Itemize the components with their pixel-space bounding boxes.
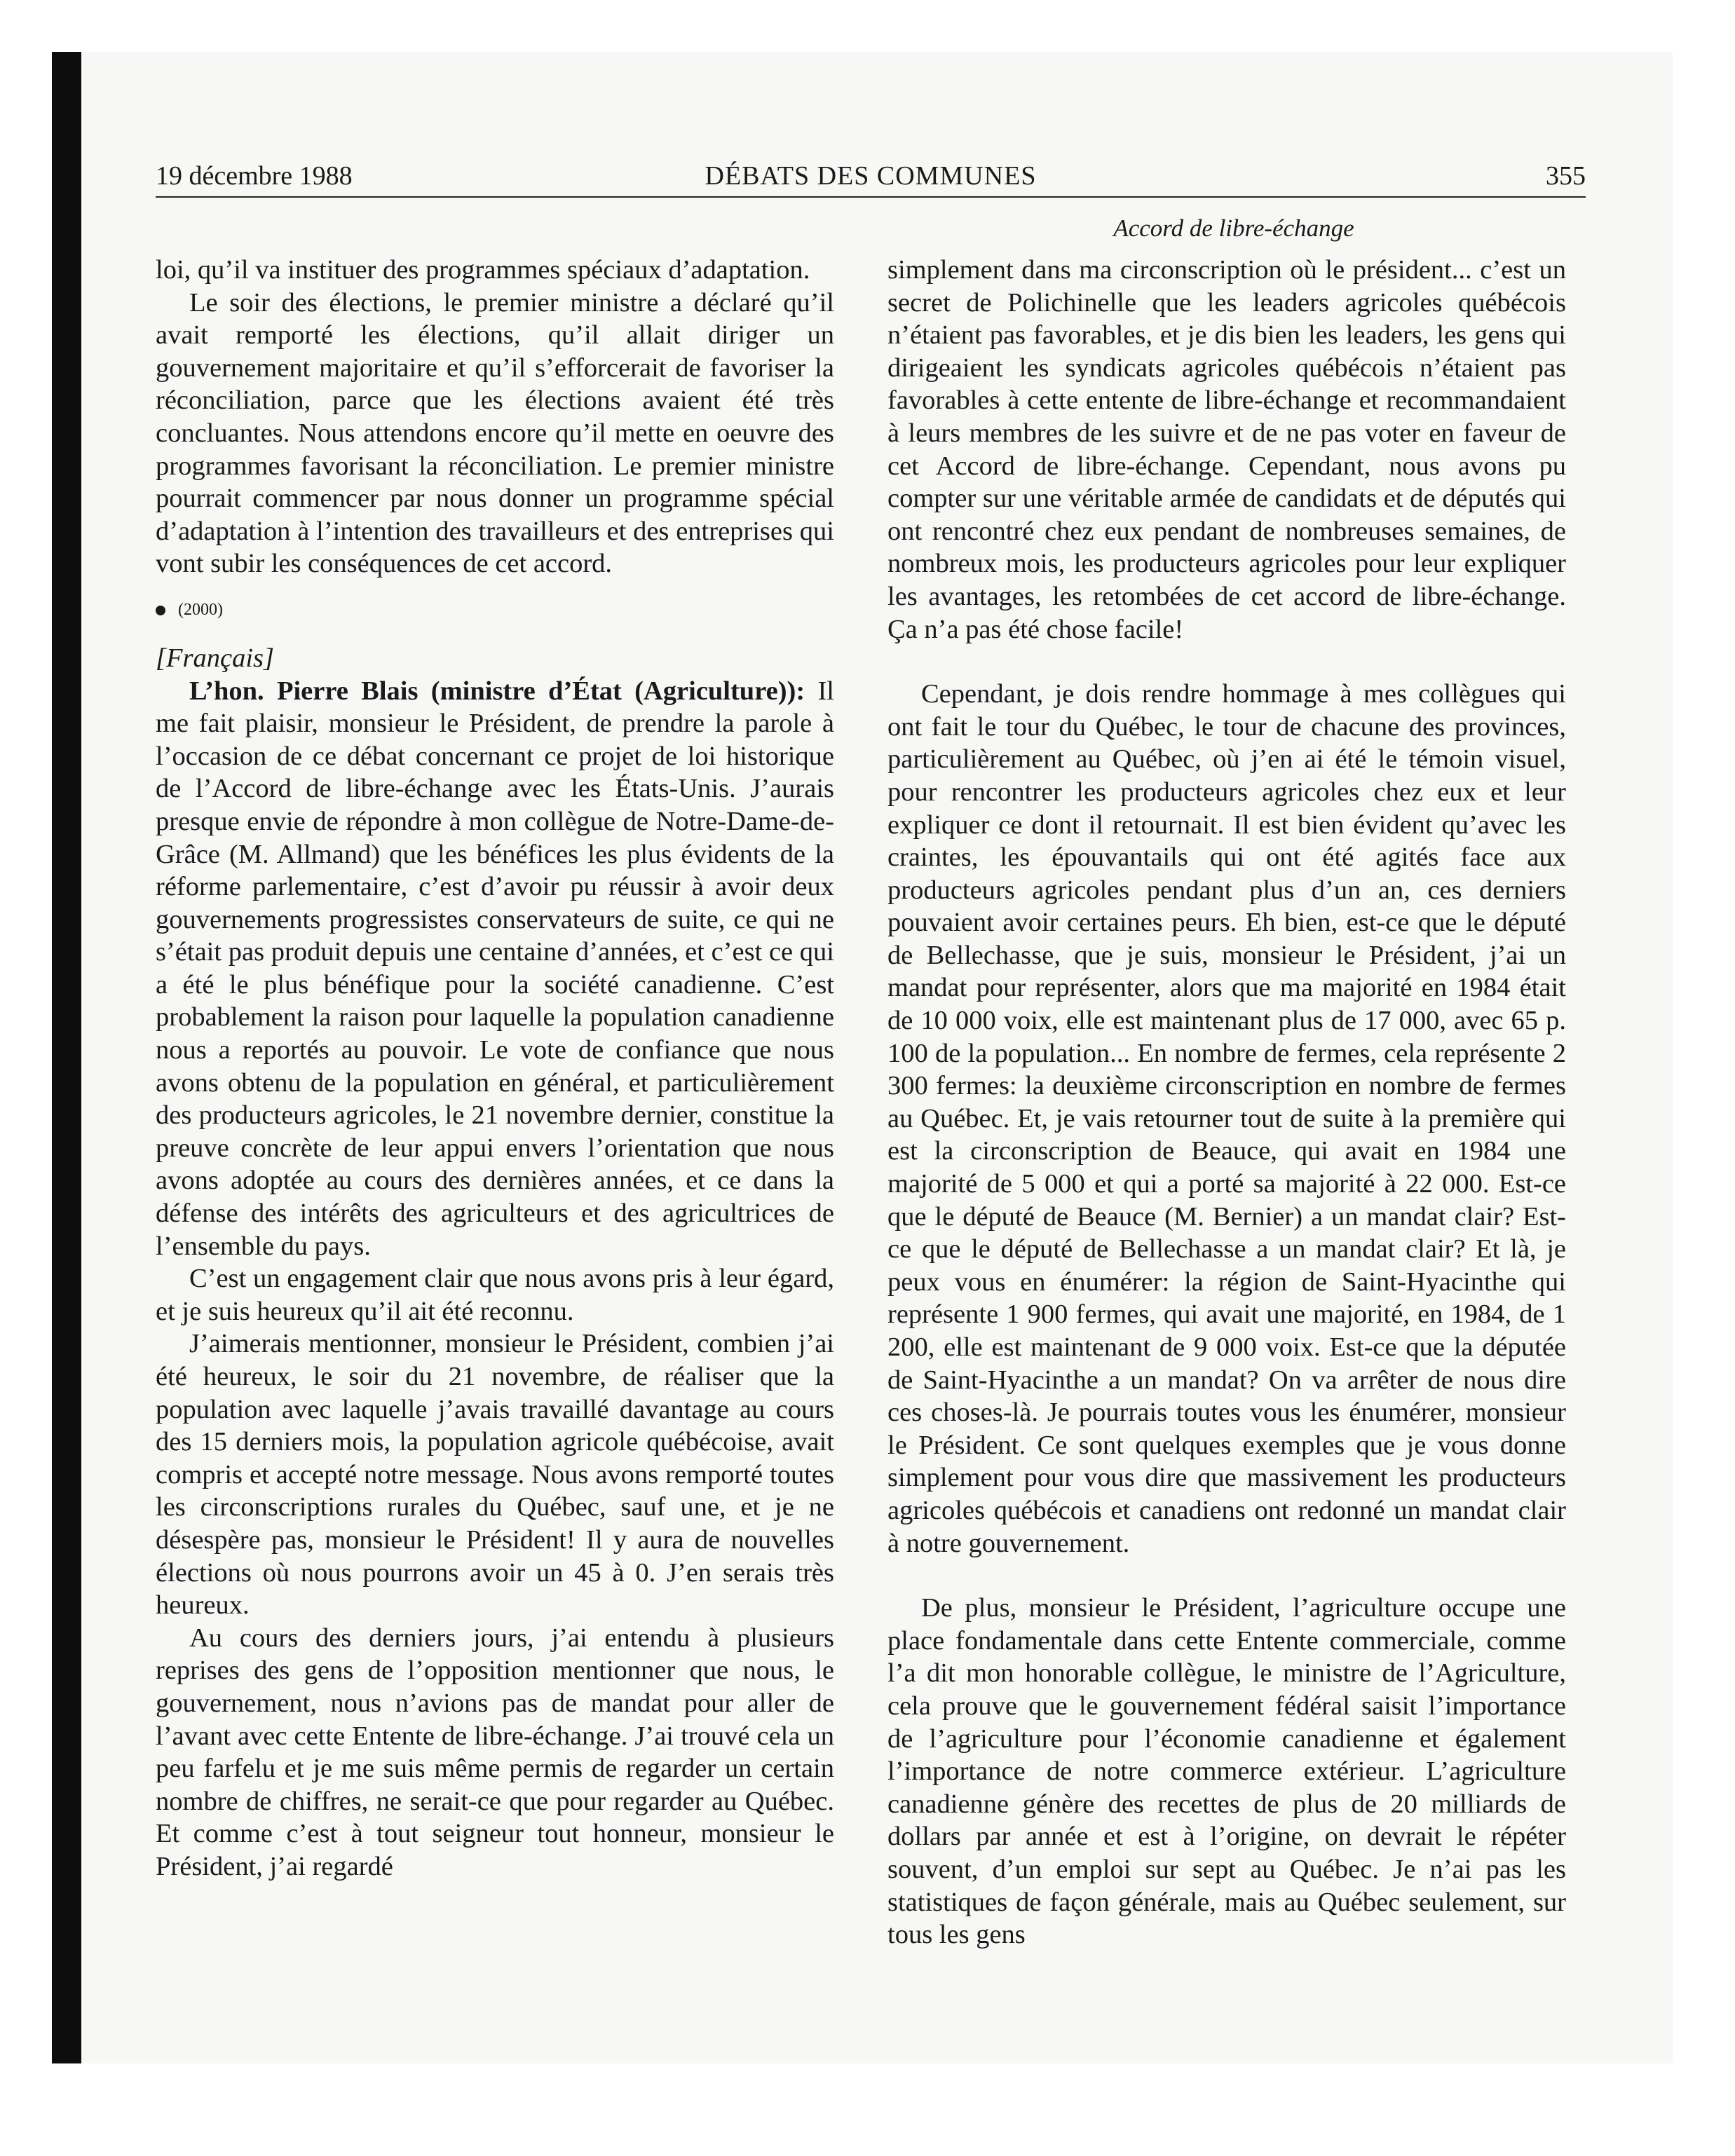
left-column	[156, 254, 834, 1883]
speech-text: Il me fait plaisir, monsieur le Président, de prendre la parole à l’occasion de ce débat concernant ce projet de loi historique de l’Accord de libre-échange avec les États-Unis. J’aurais presque envie de répondre à mon collègue de Notre-Dame-de-Grâce (M. Allmand) que les bénéfices les plus évidents de la réforme parlementaire, c’est d’avoir pu réussir à avoir deux gouvernements progressistes conservateurs de suite, ce qui ne s’était pas produit depuis une centaine d’années, et c’est ce qui a été le plus bénéfique pour la société canadienne. C’est probablement la raison pour laquelle la population canadienne nous a reportés au pouvoir. Le vote de confiance que nous avons obtenu de la population en général, et particulièrement des producteurs agricoles, le 21 novembre dernier, constitue la preuve concrète de leur appui envers l’orientation que nous avons adoptée au cours des dernières années, et ce dans la défense des intérêts des agriculteurs et des agricultrices de l’ensemble du pays.	[156, 676, 835, 1261]
scan-edge	[52, 52, 81, 2063]
paragraph: loi, qu’il va instituer des programmes spéciaux d’adaptation.	[156, 255, 810, 285]
paragraph: C’est un engagement clair que nous avons pris à leur égard, et je suis heureux qu’il ait été reconnu.	[156, 1264, 834, 1326]
header-rule	[156, 196, 1586, 198]
paragraph: J’aimerais mentionner, monsieur le Président, combien j’ai été heureux, le soir du 21 novembre, de réaliser que la population avec laquelle j’avais travaillé davantage au cours des 15 derniers mois, la population agricole québécoise, avait compris et accepté notre message. Nous avons remporté toutes les circonscriptions rurales du Québec, sauf une, et je ne désespère pas, monsieur le Président! Il y aura de nouvelles élections où nous pourrons avoir un 45 à 0. J’en serais très heureux.	[156, 1329, 834, 1621]
page-number: 355	[1546, 161, 1586, 191]
paragraph: Cependant, je dois rendre hommage à mes collègues qui ont fait le tour du Québec, le tour de chacune des provinces, particulièrement au Québec, où j’en ai été le témoin visuel, pour rencontrer les producteurs agricoles chez eux et leur expliquer ce dont il retournait. Il est bien évident qu’avec les craintes, les épouvantails qui ont été agités face aux producteurs agricoles pendant plus d’un an, ces derniers pouvaient avoir certaines peurs. Eh bien, est-ce que le député de Bellechasse, que je suis, monsieur le Président, j’ai un mandat pour représenter, alors que ma majorité en 1984 était de 10 000 voix, elle est maintenant plus de 17 000, avec 65 p. 100 de la population... En nombre de fermes, cela représente 2 300 fermes: la deuxième circonscription en nombre de fermes au Québec. Et, je vais retourner tout de suite à la première qui est la circonscription de Beauce, qui avait en 1984 une majorité de 5 000 et qui a porté sa majorité à 22 000. Est-ce que le député de Beauce (M. Bernier) a un mandat clair? Est-ce que le député de Bellechasse a un mandat clair? Et là, je peux vous en énumérer: la région de Saint-Hyacinthe qui représente 1 900 fermes, qui avait une majorité, en 1984, de 1 200, elle est maintenant de 9 000 voix. Est-ce que la députée de Saint-Hyacinthe a un mandat? On va arrêter de nous dire ces choses-là. Je pourrais toutes vous les énumérer, monsieur le Président. Ce sont quelques exemples que je vous donne simplement pour vous dire que massivement les producteurs agricoles québécois et canadiens ont redonné un mandat clair à notre gouvernement.	[887, 679, 1566, 1558]
paragraph: simplement dans ma circonscription où le président... c’est un secret de Polichinelle que les leaders agricoles québécois n’étaient pas favorables, et je dis bien les leaders, les gens qui dirigeaient les syndicats agricoles québécois n’étaient pas favorables à cette entente de libre-échange et recommandaient à leurs membres de les suivre et de ne pas voter en faveur de cet Accord de libre-échange. Cependant, nous avons pu compter sur une véritable armée de candidats et de députés qui ont rencontré chez eux pendant de nombreuses semaines, de nombreux mois, les producteurs agricoles pour leur expliquer les avantages, les retombées de cet accord de libre-échange. Ça n’a pas été chose facile!	[887, 255, 1566, 644]
bullet-icon	[156, 606, 165, 615]
paragraph: De plus, monsieur le Président, l’agriculture occupe une place fondamentale dans cette Entente commerciale, comme l’a dit mon honorable collègue, le ministre de l’Agriculture, cela prouve que le gouvernement fédéral saisit l’importance de l’agriculture pour l’économie canadienne et également l’importance de notre commerce extérieur. L’agriculture canadienne génère des recettes de plus de 20 milliards de dollars par année et est à l’origine, on devrait le répéter souvent, d’un emploi sur sept au Québec. Je n’ai pas les statistiques de façon générale, mais au Québec seulement, sur tous les gens	[887, 1593, 1566, 1950]
time-marker-label: (2000)	[178, 600, 223, 619]
header-date: 19 décembre 1988	[156, 161, 353, 191]
paragraph: Au cours des derniers jours, j’ai entendu à plusieurs reprises des gens de l’opposition mentionner que nous, le gouvernement, nous n’avions pas de mandat pour aller de l’avant avec cette Entente de libre-échange. J’ai trouvé cela un peu farfelu et je me suis même permis de regarder un certain nombre de chiffres, ne serait-ce que pour regarder au Québec. Et comme c’est à tout seigneur tout honneur, monsieur le Président, j’ai regardé	[156, 1623, 834, 1881]
page-header	[156, 158, 1586, 193]
right-column	[887, 254, 1566, 1951]
header-publication: DÉBATS DES COMMUNES	[705, 161, 1037, 191]
speech-paragraph	[156, 675, 834, 1263]
time-marker	[156, 596, 834, 624]
language-tag: [Français]	[156, 643, 274, 673]
speaker-name: L’hon. Pierre Blais (ministre d’État (Agriculture)):	[189, 676, 805, 706]
paragraph: Le soir des élections, le premier ministre a déclaré qu’il avait remporté les élections, qu’il allait diriger un gouvernement majoritaire et qu’il s’efforcerait de favoriser la réconciliation, parce que les élections avaient été très concluantes. Nous attendons encore qu’il mette en oeuvre des programmes favorisant la réconciliation. Le premier ministre pourrait commencer par nous donner un programme spécial d’adaptation à l’intention des travailleurs et des entreprises qui vont subir les conséquences de cet accord.	[156, 287, 834, 579]
section-subheading: Accord de libre-échange	[1113, 214, 1354, 242]
